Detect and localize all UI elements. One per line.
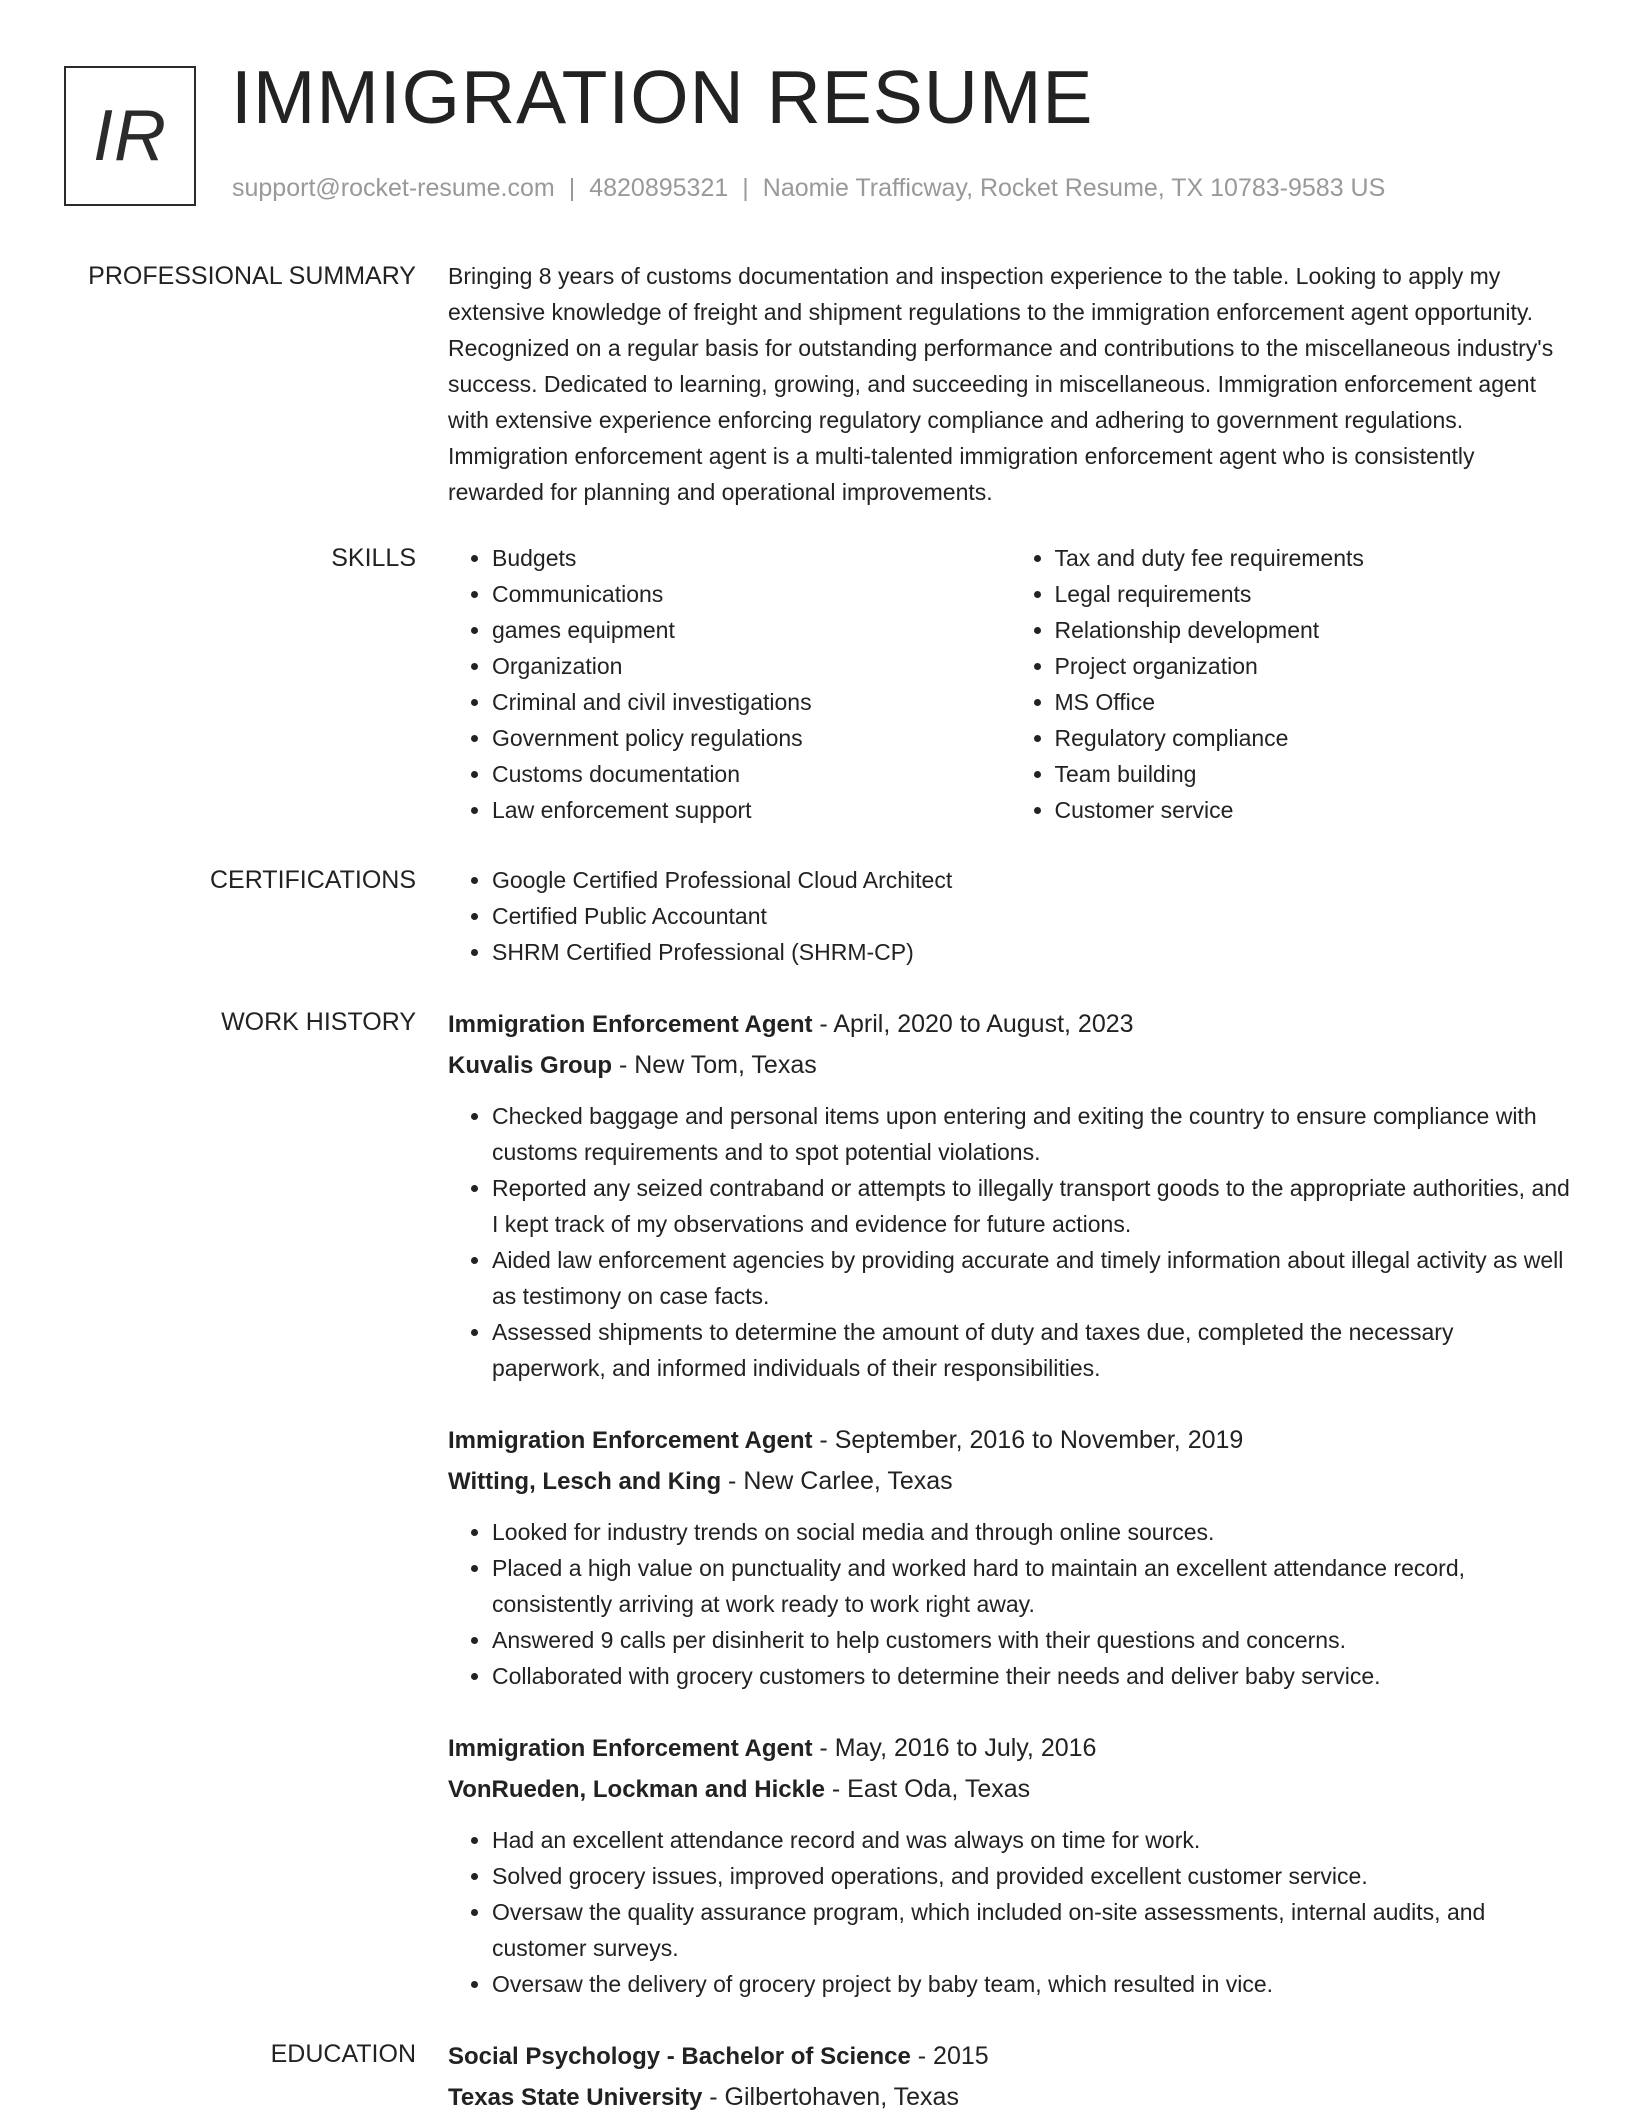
list-item: • Criminal and civil investigations: [492, 684, 1011, 720]
job-dates: - May, 2016 to July, 2016: [812, 1734, 1097, 1762]
list-item: • Had an excellent attendance record and was always on time for work.: [492, 1822, 1573, 1858]
contact-phone: 4820895321: [589, 174, 729, 202]
list-item: • Assessed shipments to determine the amount of duty and taxes due, completed the necessary paperwork, and informed individuals of their responsibilities.: [492, 1314, 1573, 1386]
list-item: • Checked baggage and personal items upon entering and exiting the country to ensure compliance with customs requirements and to spot potential violations.: [492, 1098, 1573, 1170]
job-location: - New Tom, Texas: [612, 1051, 817, 1079]
job-bullets: [448, 1822, 1573, 2002]
job-title-line: [448, 1420, 1573, 1461]
section-heading: SKILLS: [331, 544, 416, 572]
summary-text: Bringing 8 years of customs documentation and inspection experience to the table. Looking to apply my extensive knowledge of freight and shipment regulations to the immigration enforcement agent opportunity. Recognized on a regular basis for outstanding performance and contributions to the miscellaneous industry's success. Dedicated to learning, growing, and succeeding in miscellaneous. Immigration enforcement agent with extensive experience enforcing regulatory compliance and adhering to government regulations. Immigration enforcement agent is a multi-talented immigration enforcement agent who is consistently rewarded for planning and operational improvements.: [448, 263, 1554, 505]
list-item: • Answered 9 calls per disinherit to help customers with their questions and concerns.: [492, 1622, 1573, 1658]
job-entry: [448, 1004, 1573, 1386]
job-title: Immigration Enforcement Agent: [448, 1735, 813, 1762]
degree-line: [448, 2036, 1573, 2077]
list-item: • games equipment: [492, 612, 1011, 648]
section-heading: WORK HISTORY: [221, 1008, 416, 1036]
section-heading: CERTIFICATIONS: [209, 866, 416, 894]
list-item: • Budgets: [492, 540, 1011, 576]
list-item: • Placed a high value on punctuality and worked hard to maintain an excellent attendance record, consistently arriving at work ready to work right away.: [492, 1550, 1573, 1622]
list-item: • Oversaw the delivery of grocery project by baby team, which resulted in vice.: [492, 1966, 1573, 2002]
contact-separator: |: [568, 174, 576, 202]
job-company: Kuvalis Group: [448, 1052, 613, 1079]
job-title: Immigration Enforcement Agent: [448, 1427, 813, 1454]
job-company-line: [448, 1769, 1573, 1810]
list-item: • SHRM Certified Professional (SHRM-CP): [492, 934, 1573, 970]
job-location: - New Carlee, Texas: [721, 1467, 953, 1495]
job-entry: [448, 1728, 1573, 2002]
contact-line: [232, 174, 1385, 203]
contact-separator: |: [742, 174, 749, 202]
list-item: • Regulatory compliance: [1055, 720, 1574, 756]
list-item: • Organization: [492, 648, 1011, 684]
job-dates: - September, 2016 to November, 2019: [812, 1426, 1244, 1454]
list-item: • Google Certified Professional Cloud Architect: [492, 862, 1573, 898]
certifications-list: [448, 862, 1573, 970]
list-item: • Aided law enforcement agencies by providing accurate and timely information about illegal activity as well as testimony on case facts.: [492, 1242, 1573, 1314]
school-location: - Gilbertohaven, Texas: [702, 2083, 959, 2111]
list-item: • Collaborated with grocery customers to determine their needs and deliver baby service.: [492, 1658, 1573, 1694]
list-item: • Government policy regulations: [492, 720, 1011, 756]
list-item: • Project organization: [1055, 648, 1574, 684]
job-title-line: [448, 1728, 1573, 1769]
school: Texas State University: [448, 2084, 703, 2111]
page-title: IMMIGRATION RESUME: [231, 55, 1094, 139]
job-title-line: [448, 1004, 1573, 1045]
contact-address: Naomie Trafficway, Rocket Resume, TX 10783-9583 US: [762, 174, 1386, 202]
list-item: • Looked for industry trends on social media and through online sources.: [492, 1514, 1573, 1550]
list-item: • Communications: [492, 576, 1011, 612]
list-item: • Team building: [1055, 756, 1574, 792]
job-company-line: [448, 1045, 1573, 1086]
contact-email: support@rocket-resume.com: [232, 174, 555, 202]
job-bullets: [448, 1514, 1573, 1694]
job-dates: - April, 2020 to August, 2023: [812, 1010, 1134, 1038]
list-item: • Customs documentation: [492, 756, 1011, 792]
skills-list-left: [448, 540, 1011, 828]
list-item: • Tax and duty fee requirements: [1055, 540, 1574, 576]
section-heading: EDUCATION: [270, 2040, 416, 2068]
list-item: • Certified Public Accountant: [492, 898, 1573, 934]
job-title: Immigration Enforcement Agent: [448, 1011, 813, 1038]
list-item: • Relationship development: [1055, 612, 1574, 648]
degree: Social Psychology - Bachelor of Science: [448, 2043, 911, 2070]
job-bullets: [448, 1098, 1573, 1386]
list-item: • Legal requirements: [1055, 576, 1574, 612]
job-entry: [448, 1420, 1573, 1694]
list-item: • Solved grocery issues, improved operations, and provided excellent customer service.: [492, 1858, 1573, 1894]
list-item: • Law enforcement support: [492, 792, 1011, 828]
skills-list-right: [1011, 540, 1574, 828]
job-location: - East Oda, Texas: [824, 1775, 1031, 1803]
monogram: IR: [64, 66, 196, 206]
job-company-line: [448, 1461, 1573, 1502]
list-item: • Oversaw the quality assurance program, which included on-site assessments, internal audits, and customer surveys.: [492, 1894, 1573, 1966]
graduation-year: - 2015: [910, 2042, 989, 2070]
job-company: VonRueden, Lockman and Hickle: [448, 1776, 825, 1803]
list-item: • MS Office: [1055, 684, 1574, 720]
list-item: • Reported any seized contraband or attempts to illegally transport goods to the appropriate authorities, and I kept track of my observations and evidence for future actions.: [492, 1170, 1573, 1242]
job-company: Witting, Lesch and King: [448, 1468, 722, 1495]
list-item: • Customer service: [1055, 792, 1574, 828]
section-heading: PROFESSIONAL SUMMARY: [88, 262, 416, 290]
